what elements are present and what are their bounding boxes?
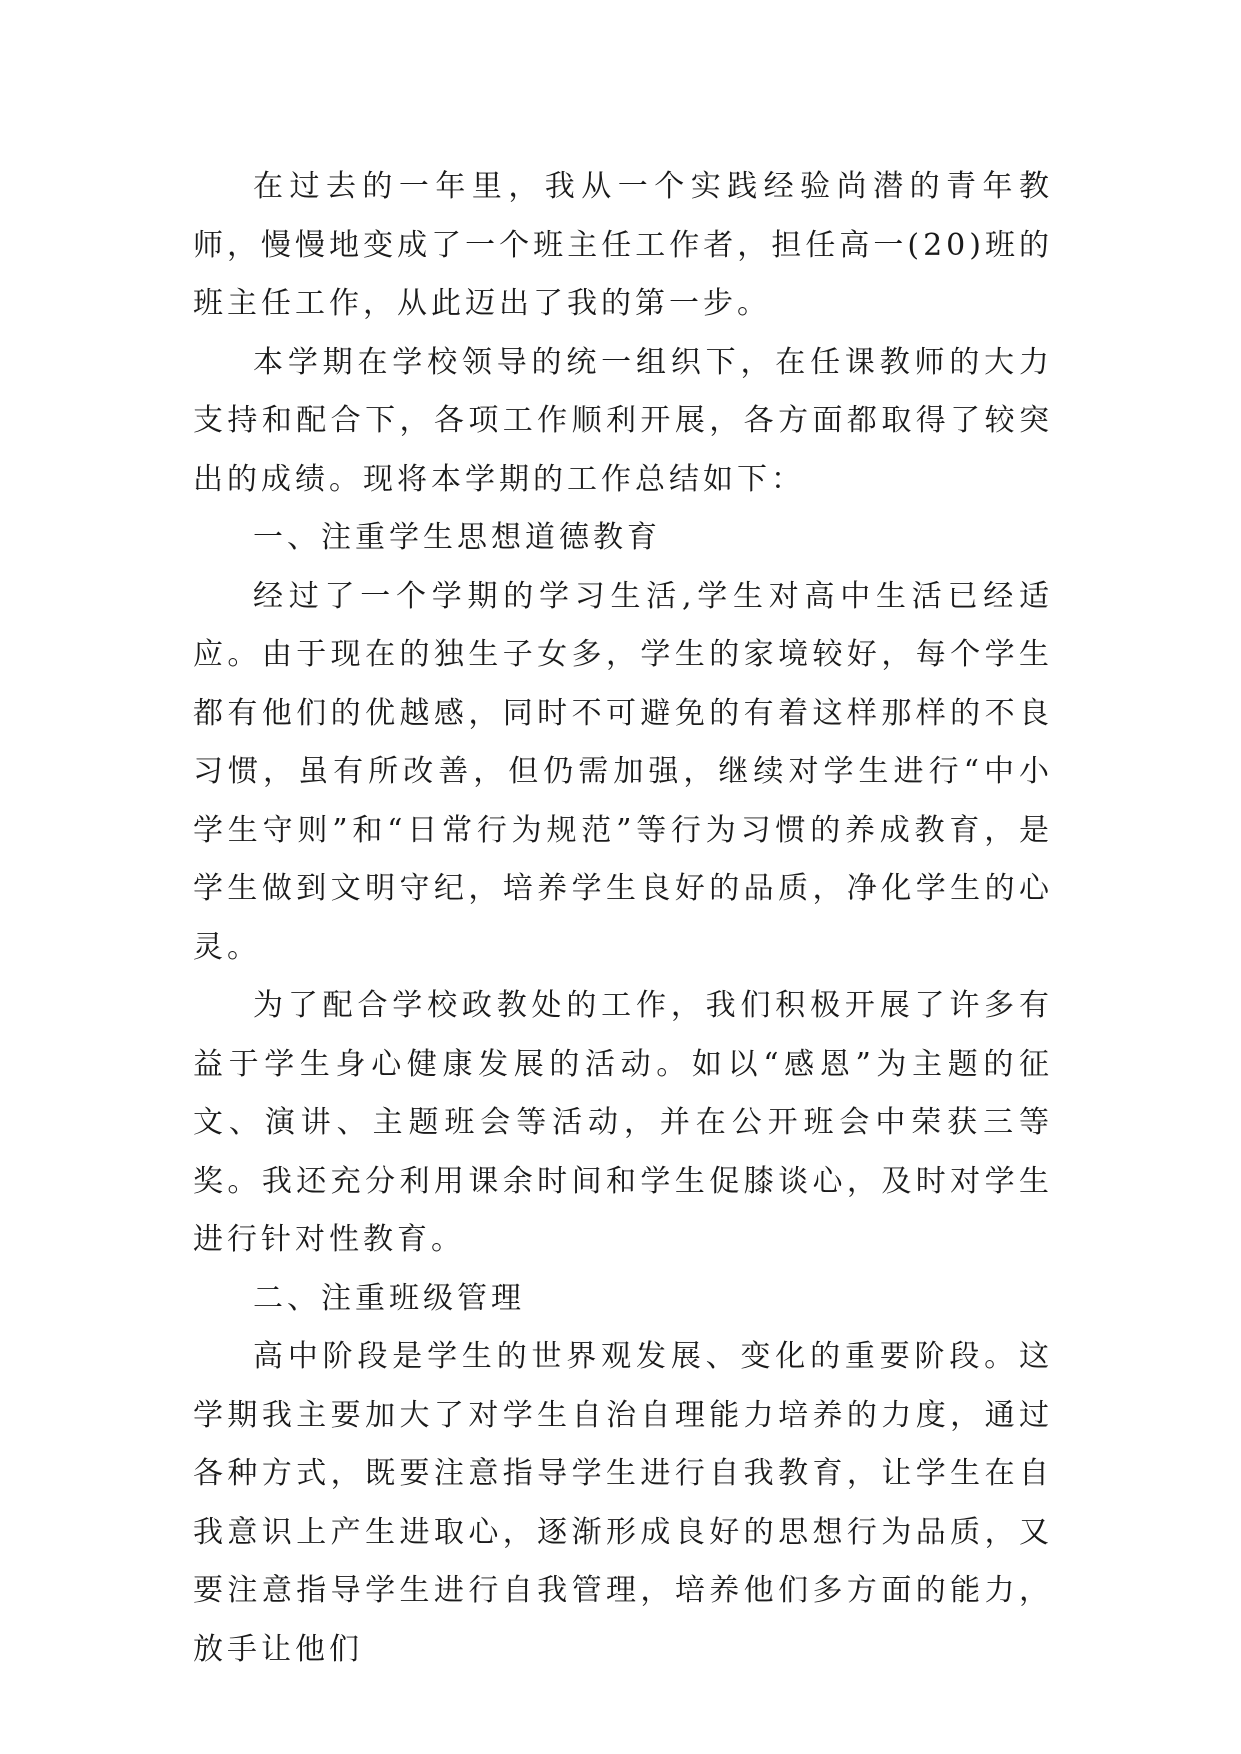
section-heading-class-management: 二、注重班级管理: [253, 1280, 525, 1316]
section-heading-moral-education: 一、注重学生思想道德教育: [253, 520, 661, 555]
paragraph-moral-education: 经过了一个学期的学习生活,学生对高中生活已经适应。由于现在的独生子女多，学生的家境较好，每个学生都有他们的优越感，同时不可避免的有着这样那样的不良习惯，虽有所改善，但仍需加强，继续对学生进行“中小学生守则”和“日常行为规范”等行为习惯的养成教育，是学生做到文明守纪，培养学生良好的品质，净化学生的心灵。: [193, 578, 1053, 965]
paragraph-class-management: 高中阶段是学生的世界观发展、变化的重要阶段。这学期我主要加大了对学生自治自理能力培养的力度，通过各种方式，既要注意指导学生进行自我教育，让学生在自我意识上产生进取心，逐渐形成良好的思想行为品质，又要注意指导学生进行自我管理，培养他们多方面的能力，放手让他们: [193, 1339, 1053, 1667]
paragraph-summary-intro: 本学期在学校领导的统一组织下，在任课教师的大力支持和配合下，各项工作顺利开展，各方面都取得了较突出的成绩。现将本学期的工作总结如下：: [193, 344, 1053, 497]
paragraph-intro: 在过去的一年里，我从一个实践经验尚潜的青年教师，慢慢地变成了一个班主任工作者，担任高一(20)班的班主任工作，从此迈出了我的第一步。: [193, 169, 1053, 321]
paragraph-activities: 为了配合学校政教处的工作，我们积极开展了许多有益于学生身心健康发展的活动。如以“感恩”为主题的征文、演讲、主题班会等活动，并在公开班会中荣获三等奖。我还充分利用课余时间和学生促膝谈心，及时对学生进行针对性教育。: [193, 988, 1053, 1257]
document-page: [193, 158, 1053, 1679]
